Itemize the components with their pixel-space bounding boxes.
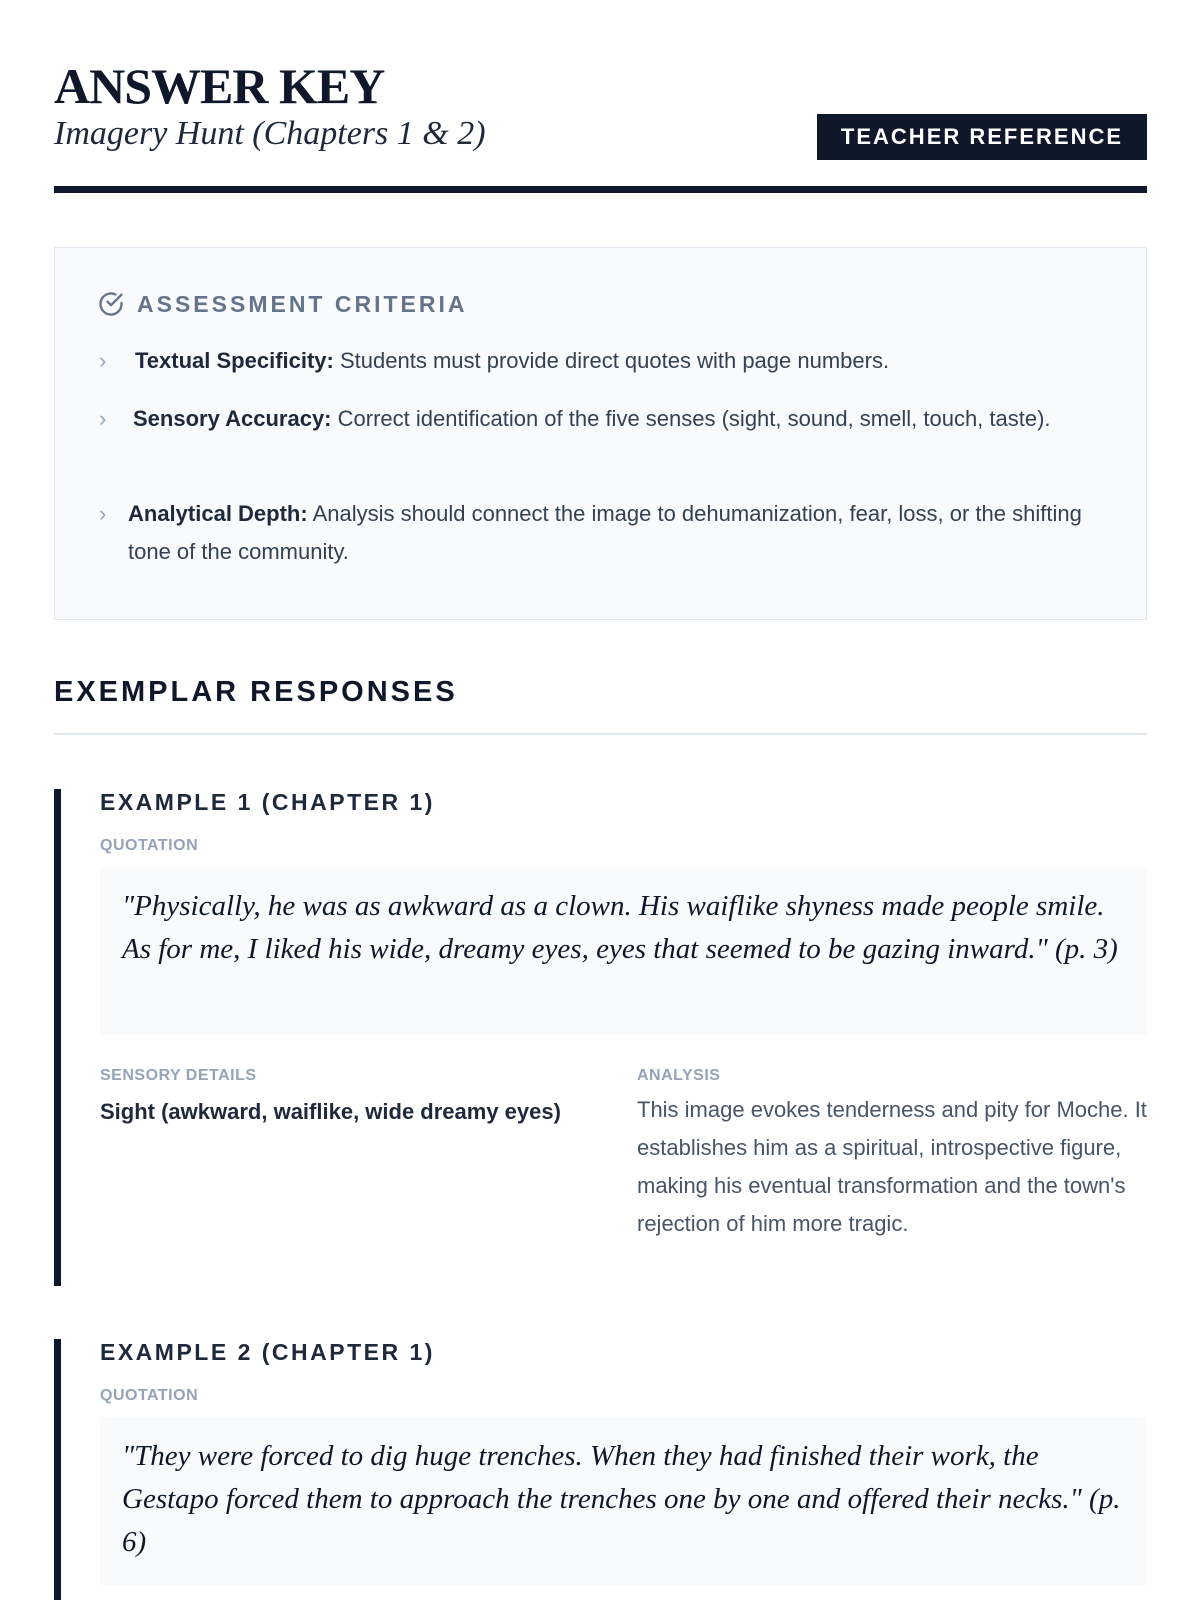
- analysis-text: This image evokes tenderness and pity for Moche. It establishes him as a spiritual, introspective figure, making his eventual transformation and the town's rejection of him more tragic.: [637, 1097, 1147, 1236]
- page-title: ANSWER KEY: [54, 58, 385, 114]
- exemplar-accent-bar: [54, 1339, 61, 1600]
- criteria-heading: [97, 290, 467, 318]
- exemplar-title: EXAMPLE 1 (CHAPTER 1): [100, 789, 435, 815]
- criteria-item-label: Sensory Accuracy:: [133, 406, 332, 431]
- quotation-label: QUOTATION: [100, 1387, 199, 1404]
- page-header: [54, 56, 1147, 192]
- criteria-item: [99, 400, 1109, 480]
- sensory-details-label: SENSORY DETAILS: [100, 1067, 257, 1084]
- analysis-column: [637, 1067, 1149, 1243]
- criteria-item-text: Analysis should connect the image to dehumanization, fear, loss, or the shifting tone of the community.: [128, 501, 1082, 564]
- chevron-right-icon: ›: [99, 406, 107, 431]
- criteria-title: ASSESSMENT CRITERIA: [137, 290, 468, 317]
- criteria-item-text: Students must provide direct quotes with page numbers.: [340, 348, 890, 373]
- criteria-item-text: Correct identification of the five senses (sight, sound, smell, touch, taste).: [337, 406, 1051, 431]
- check-circle-icon: [97, 290, 125, 318]
- criteria-item: [99, 495, 1109, 575]
- quotation-text: "Physically, he was as awkward as a clown. His waiflike shyness made people smile. As for me, I liked his wide, dreamy eyes, eyes that seemed to be gazing inward." (p. 3): [122, 890, 1118, 965]
- chevron-right-icon: ›: [99, 348, 107, 373]
- exemplar-section-title: EXEMPLAR RESPONSES: [54, 676, 458, 708]
- teacher-reference-badge: TEACHER REFERENCE: [817, 114, 1147, 160]
- exemplar-card: [54, 789, 1147, 1286]
- header-divider: [54, 186, 1147, 193]
- quotation-label: QUOTATION: [100, 837, 199, 854]
- chevron-right-icon: ›: [99, 501, 107, 526]
- criteria-item: [99, 342, 1109, 382]
- analysis-label: ANALYSIS: [637, 1067, 721, 1084]
- quotation-box: [100, 867, 1147, 1035]
- assessment-criteria-panel: [54, 247, 1147, 620]
- criteria-item-label: Analytical Depth:: [128, 501, 308, 526]
- quotation-text: "They were forced to dig huge trenches. When they had finished their work, the Gestapo forced them to approach the trenches one by one and offered their necks." (p. 6): [122, 1440, 1121, 1558]
- page-subtitle: Imagery Hunt (Chapters 1 & 2): [54, 115, 486, 152]
- sensory-details-column: [100, 1067, 620, 1125]
- quotation-box: [100, 1417, 1147, 1585]
- sensory-details-value: Sight (awkward, waiflike, wide dreamy eyes): [100, 1099, 561, 1124]
- criteria-item-label: Textual Specificity:: [135, 348, 334, 373]
- section-divider: [54, 733, 1147, 735]
- exemplar-title: EXAMPLE 2 (CHAPTER 1): [100, 1339, 435, 1365]
- exemplar-accent-bar: [54, 789, 61, 1286]
- exemplar-card: [54, 1339, 1147, 1600]
